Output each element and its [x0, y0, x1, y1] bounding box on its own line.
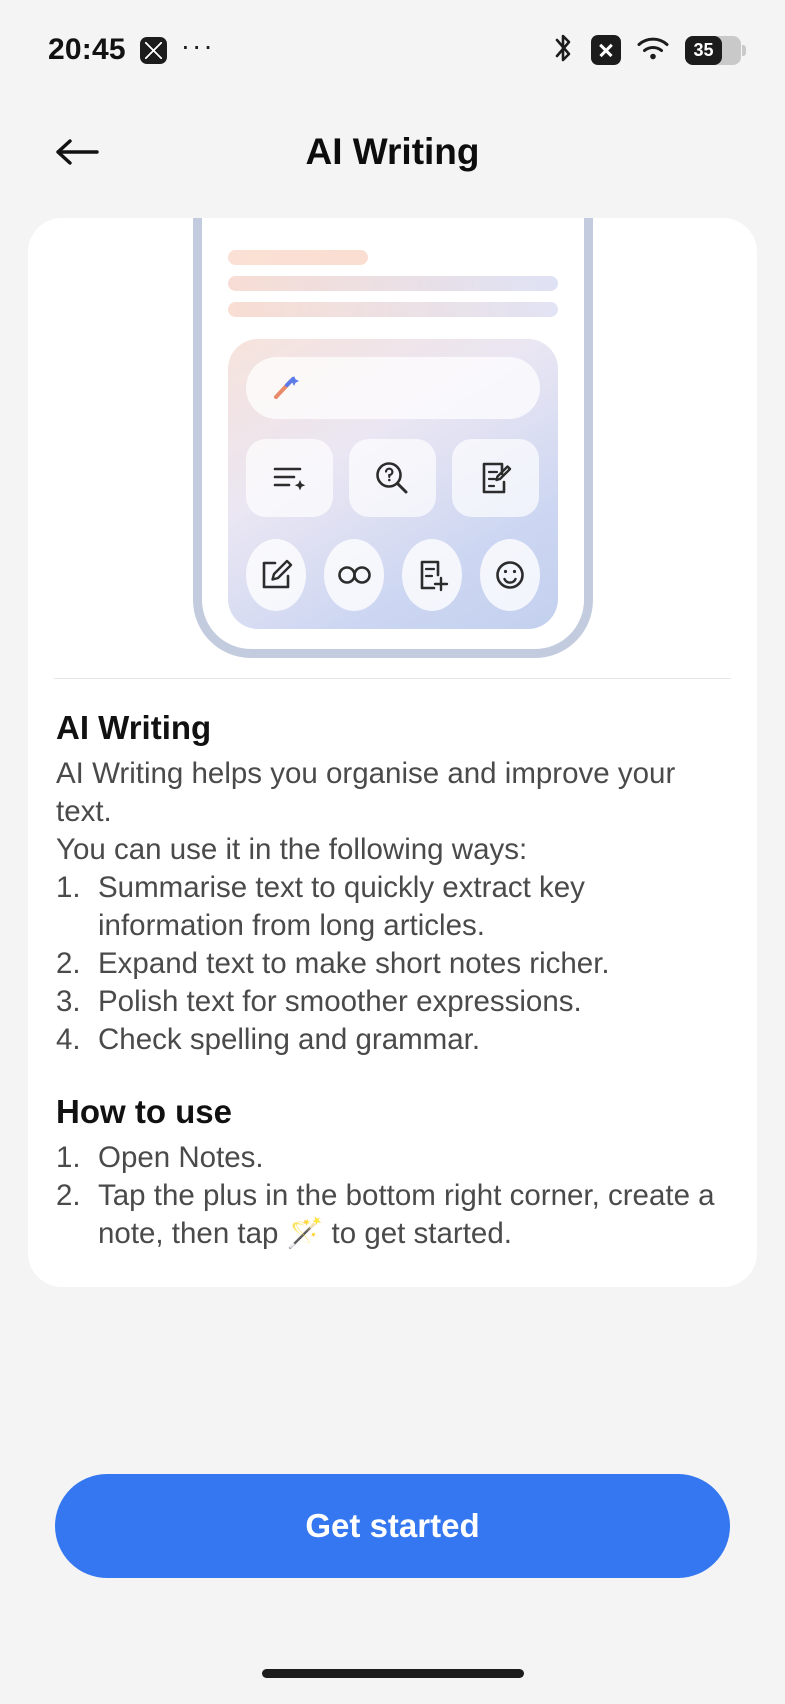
ai-tools-row-secondary [246, 539, 540, 611]
glasses-icon [334, 555, 374, 595]
list-item-text: Summarise text to quickly extract key information from long articles. [98, 871, 585, 942]
summarise-tool[interactable] [246, 439, 333, 517]
back-arrow-icon [53, 135, 101, 169]
how-to-use-list [56, 1139, 729, 1253]
phone-mockup [193, 218, 593, 658]
bluetooth-icon [550, 32, 576, 69]
smiley-tool[interactable] [480, 539, 540, 611]
smiley-icon [490, 555, 530, 595]
status-bar [0, 0, 785, 100]
add-note-icon [412, 555, 452, 595]
list-item-number: 3. [56, 985, 81, 1018]
get-started-button[interactable]: Get started [55, 1474, 730, 1578]
hero-illustration [28, 218, 757, 678]
list-item-number: 1. [56, 1141, 81, 1174]
section-title-ai-writing: AI Writing [56, 709, 212, 746]
ai-writing-input[interactable] [246, 357, 540, 419]
page-title: AI Writing [305, 131, 480, 172]
list-item [56, 869, 729, 945]
list-item-text: Open Notes. [98, 1141, 264, 1174]
photo-app-icon [140, 37, 167, 64]
list-item-number: 1. [56, 871, 81, 904]
no-sim-icon [591, 35, 621, 65]
list-item-number: 2. [56, 947, 81, 980]
search-question-tool[interactable] [349, 439, 436, 517]
compose-tool[interactable] [246, 539, 306, 611]
ai-toolbar-panel [228, 339, 558, 629]
list-item-text: Polish text for smoother expressions. [98, 985, 582, 1018]
ai-tools-row-primary [246, 439, 540, 517]
list-item [56, 1177, 729, 1253]
list-item [56, 945, 729, 983]
mock-text-line [228, 250, 368, 265]
feature-description [28, 679, 757, 1253]
rewrite-note-icon [474, 456, 518, 500]
list-item-text: Check spelling and grammar. [98, 1023, 481, 1056]
list-item-number: 2. [56, 1179, 81, 1212]
wifi-icon [636, 35, 670, 66]
list-item-text: Expand text to make short notes richer. [98, 947, 610, 980]
back-button[interactable] [48, 123, 106, 181]
ai-writing-uses-list [56, 869, 729, 1059]
list-item [56, 1139, 729, 1177]
intro-line-1: AI Writing helps you organise and improve your text. [56, 757, 676, 828]
mock-text-line [228, 276, 558, 291]
title-bar [0, 100, 785, 204]
overflow-dots-icon: ··· [180, 30, 215, 61]
status-time: 20:45 [48, 33, 126, 66]
intro-line-2: You can use it in the following ways: [56, 833, 528, 866]
summarise-icon [267, 456, 311, 500]
section-title-how-to-use: How to use [56, 1093, 233, 1130]
list-item [56, 1021, 729, 1059]
rewrite-note-tool[interactable] [452, 439, 539, 517]
status-bar-right [550, 32, 741, 69]
magic-wand-icon [268, 371, 302, 405]
mock-text-line [228, 302, 558, 317]
add-note-tool[interactable] [402, 539, 462, 611]
battery-icon [685, 36, 741, 65]
compose-icon [256, 555, 296, 595]
spacer [56, 1059, 729, 1093]
search-question-icon [370, 456, 414, 500]
glasses-tool[interactable] [324, 539, 384, 611]
list-item-number: 4. [56, 1023, 81, 1056]
feature-card [28, 218, 757, 1287]
home-indicator[interactable] [262, 1669, 524, 1678]
list-item [56, 983, 729, 1021]
status-bar-left [48, 30, 215, 67]
list-item-text: Tap the plus in the bottom right corner, create a note, then tap 🪄 to get started. [98, 1179, 715, 1250]
battery-level: 35 [685, 36, 722, 65]
footer-actions [0, 1474, 785, 1578]
